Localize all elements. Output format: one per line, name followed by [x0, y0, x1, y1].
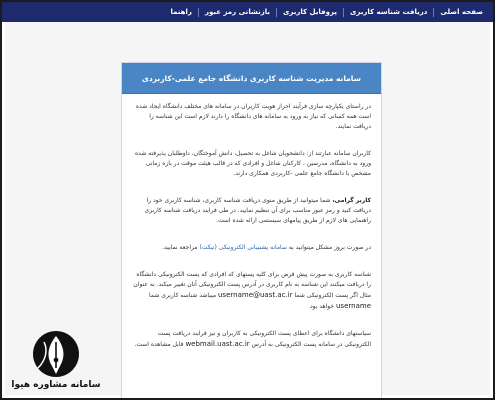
info-panel: [121, 62, 382, 400]
support-ticket-link[interactable]: سامانه پشتیبانی الکترونیکی (تیکت): [199, 244, 287, 251]
support-text-pre: در صورت بروز مشکل میتوانید به: [288, 244, 371, 251]
support-text-post: مراجعه نمایید.: [162, 244, 198, 251]
nav-item-help[interactable]: راهنما: [170, 8, 192, 16]
username-paragraph: [130, 270, 371, 312]
nav-separator: [343, 8, 344, 17]
nav-item-profile[interactable]: پروفایل کاربری: [282, 8, 337, 16]
webmail-text-b: قابل مشاهده است.: [134, 341, 184, 348]
support-paragraph: [130, 243, 371, 253]
logo-text: سامانه مشاوره هیوا: [11, 380, 101, 390]
webmail-paragraph: [130, 329, 371, 350]
top-navbar: [2, 2, 493, 22]
nav-item-get-username[interactable]: دریافت شناسه کاربری: [349, 8, 428, 16]
nav-separator: [198, 8, 199, 17]
dear-user-text: شما میتوانید از طریق منوی دریافت شناسه کاربری، شناسه کاربری خود را دریافت کنید و رمز عبور مناسب برای آن تنظیم نمایید. در طی فرایند دریافت شناسه کاربری راهنمایی های لازم از طریق پیامهای سیستمی ارائه شده است.: [144, 197, 371, 224]
username-text-c: خواهد بود: [309, 303, 335, 310]
dear-user-label: کاربر گرامی،: [332, 197, 371, 204]
panel-title: سامانه مدیریت شناسه کاربری دانشگاه جامع علمی-کاربردی: [122, 63, 381, 94]
panel-body: [122, 94, 381, 350]
nav-separator: [433, 8, 434, 17]
webmail-text-a: سیاستهای دانشگاه برای اعطای پست الکترونیکی به کاربران و نیز فرایند دریافت پست الکترونیکی در سامانه پست الکترونیکی به آدرس: [157, 330, 371, 348]
nav-separator: [276, 8, 277, 17]
example-email: username@uast.ac.ir: [218, 291, 293, 299]
username-text-b: میباشد شناسه کاربری شما: [149, 292, 217, 299]
nav-item-home[interactable]: صفحه اصلی: [440, 8, 483, 16]
username-text-a: شناسه کاربری به صورت پیش فرض برای کلیه پستهای که افرادی که پست الکترونیکی دانشگاه را دریافت میکنند این شناسه به نام کاربری در آدرس پست الکترونیکی آنان تغییر میکند. به عنوان مثال اگر پست الکترونیکی شما: [133, 271, 371, 299]
users-paragraph: کاربران سامانه عبارتند از: دانشجویان شاغل به تحصیل، دانش آموختگان، داوطلبان پذیرفته شده ورود به دانشگاه، مدرسین ، کارکنان شاغل و افرادی که در قالب هیئت موقت در بازه زمانی مشخص با دانشگاه جامع علمی -کاربردی همکاری دارند.: [134, 150, 371, 177]
example-username: username: [336, 302, 371, 310]
fountain-pen-icon: [8, 330, 104, 380]
webmail-url: webmail.uast.ac.ir: [185, 340, 250, 348]
intro-paragraph: در راستای یکپارچه سازی فرآیند احراز هویت کاربران در سامانه های مختلف دانشگاه ایجاد شده است همه کسانی که نیاز به ورود به سامانه های دانشگاه را دارند لازم است این شناسه را دریافت نمایند.: [135, 103, 371, 130]
nav-item-reset-password[interactable]: بازنشانی رمز عبور: [204, 8, 270, 16]
dear-user-paragraph: [130, 196, 371, 226]
hiva-logo: [8, 330, 104, 398]
